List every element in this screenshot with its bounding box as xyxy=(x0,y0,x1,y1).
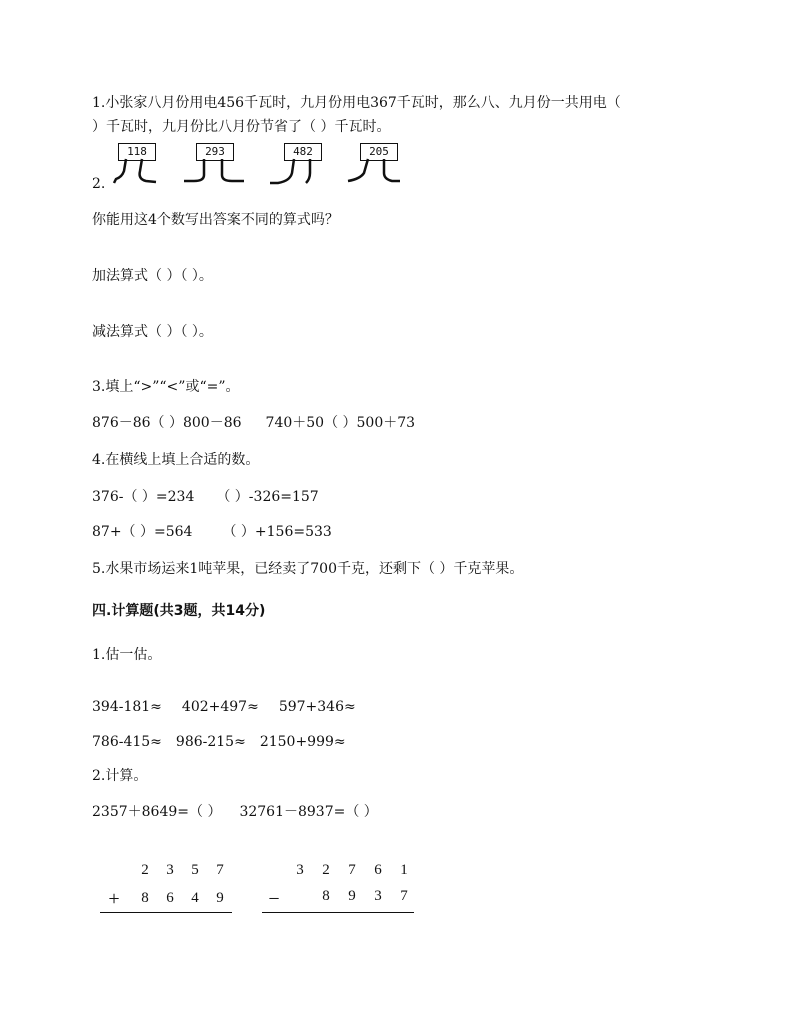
digit: 4 xyxy=(191,890,199,906)
estimate-title: 1.估一估。 xyxy=(92,647,162,663)
estimate-item: 986-215≈ xyxy=(175,734,246,750)
sum-line xyxy=(100,912,232,913)
q1-line2: ）千瓦时，九月份比八月份节省了（ ）千瓦时。 xyxy=(92,119,391,135)
tag-label-3: 482 xyxy=(284,143,322,161)
digit: 3 xyxy=(374,888,382,904)
calc-expr-1: 2357＋8649=（ ） xyxy=(92,804,222,820)
legs-icon xyxy=(344,157,414,187)
q4-item-1: 376-（ ）=234 xyxy=(92,489,195,505)
calc-expr-2: 32761－8937=（ ） xyxy=(239,804,378,820)
q3-title: 3.填上“>”“<”或“=”。 xyxy=(92,379,240,395)
digit: 3 xyxy=(166,862,174,878)
vertical-addition xyxy=(100,862,240,922)
legs-icon xyxy=(180,157,250,187)
calc-title: 2.计算。 xyxy=(92,768,148,784)
tag-label-1: 118 xyxy=(118,143,156,161)
q1-line1: 1.小张家八月份用电456千瓦时，九月份用电367千瓦时，那么八、九月份一共用电（ xyxy=(92,95,621,111)
digit: 7 xyxy=(400,888,408,904)
digit: 3 xyxy=(296,862,304,878)
estimate-item: 402+497≈ xyxy=(181,699,259,715)
section-heading: 四.计算题(共3题，共14分) xyxy=(92,603,266,619)
estimate-item: 394-181≈ xyxy=(92,699,162,715)
digit: 8 xyxy=(322,888,330,904)
digit: 9 xyxy=(348,888,356,904)
digit: 7 xyxy=(348,862,356,878)
digit: 6 xyxy=(374,862,382,878)
vertical-subtraction xyxy=(262,862,422,922)
legs-icon xyxy=(268,157,338,187)
q2-question: 你能用这4个数写出答案不同的算式吗？ xyxy=(92,212,339,228)
digit: 1 xyxy=(400,862,408,878)
plus-sign: + xyxy=(108,888,120,910)
estimate-item: 597+346≈ xyxy=(278,699,356,715)
q4-item-4: （ ）+156=533 xyxy=(222,524,332,540)
minus-sign: − xyxy=(268,888,280,910)
difference-line xyxy=(262,912,414,913)
q4-item-3: 87+（ ）=564 xyxy=(92,524,193,540)
q4-row1 xyxy=(92,488,319,506)
digit: 9 xyxy=(216,890,224,906)
number-tag-4 xyxy=(344,143,434,185)
number-tag-2 xyxy=(180,143,270,185)
calc-exprs xyxy=(92,803,378,821)
q4-item-2: （ ）-326=157 xyxy=(216,489,319,505)
digit: 5 xyxy=(191,862,199,878)
digit: 8 xyxy=(141,890,149,906)
digit: 7 xyxy=(216,862,224,878)
estimate-item: 2150+999≈ xyxy=(259,734,346,750)
q3-item-1: 876－86（ ）800－86 xyxy=(92,415,242,431)
q4-title: 4.在横线上填上合适的数。 xyxy=(92,452,260,468)
legs-icon xyxy=(106,157,166,187)
q2-subtraction: 减法算式（ ）（ ）。 xyxy=(92,324,213,340)
q4-row2 xyxy=(92,523,332,541)
tag-label-2: 293 xyxy=(196,143,234,161)
estimate-item: 786-415≈ xyxy=(92,734,162,750)
q3-item-2: 740＋50（ ）500＋73 xyxy=(265,415,416,431)
q2-addition: 加法算式（ ）（ ）。 xyxy=(92,268,213,284)
digit: 2 xyxy=(141,862,149,878)
estimate-row2 xyxy=(92,733,346,751)
digit: 2 xyxy=(322,862,330,878)
q2-number: 2. xyxy=(92,176,106,192)
q3-items xyxy=(92,414,415,432)
digit: 6 xyxy=(166,890,174,906)
estimate-row1 xyxy=(92,698,356,716)
tag-label-4: 205 xyxy=(360,143,398,161)
q5-text: 5.水果市场运来1吨苹果，已经卖了700千克，还剩下（ ）千克苹果。 xyxy=(92,561,524,577)
